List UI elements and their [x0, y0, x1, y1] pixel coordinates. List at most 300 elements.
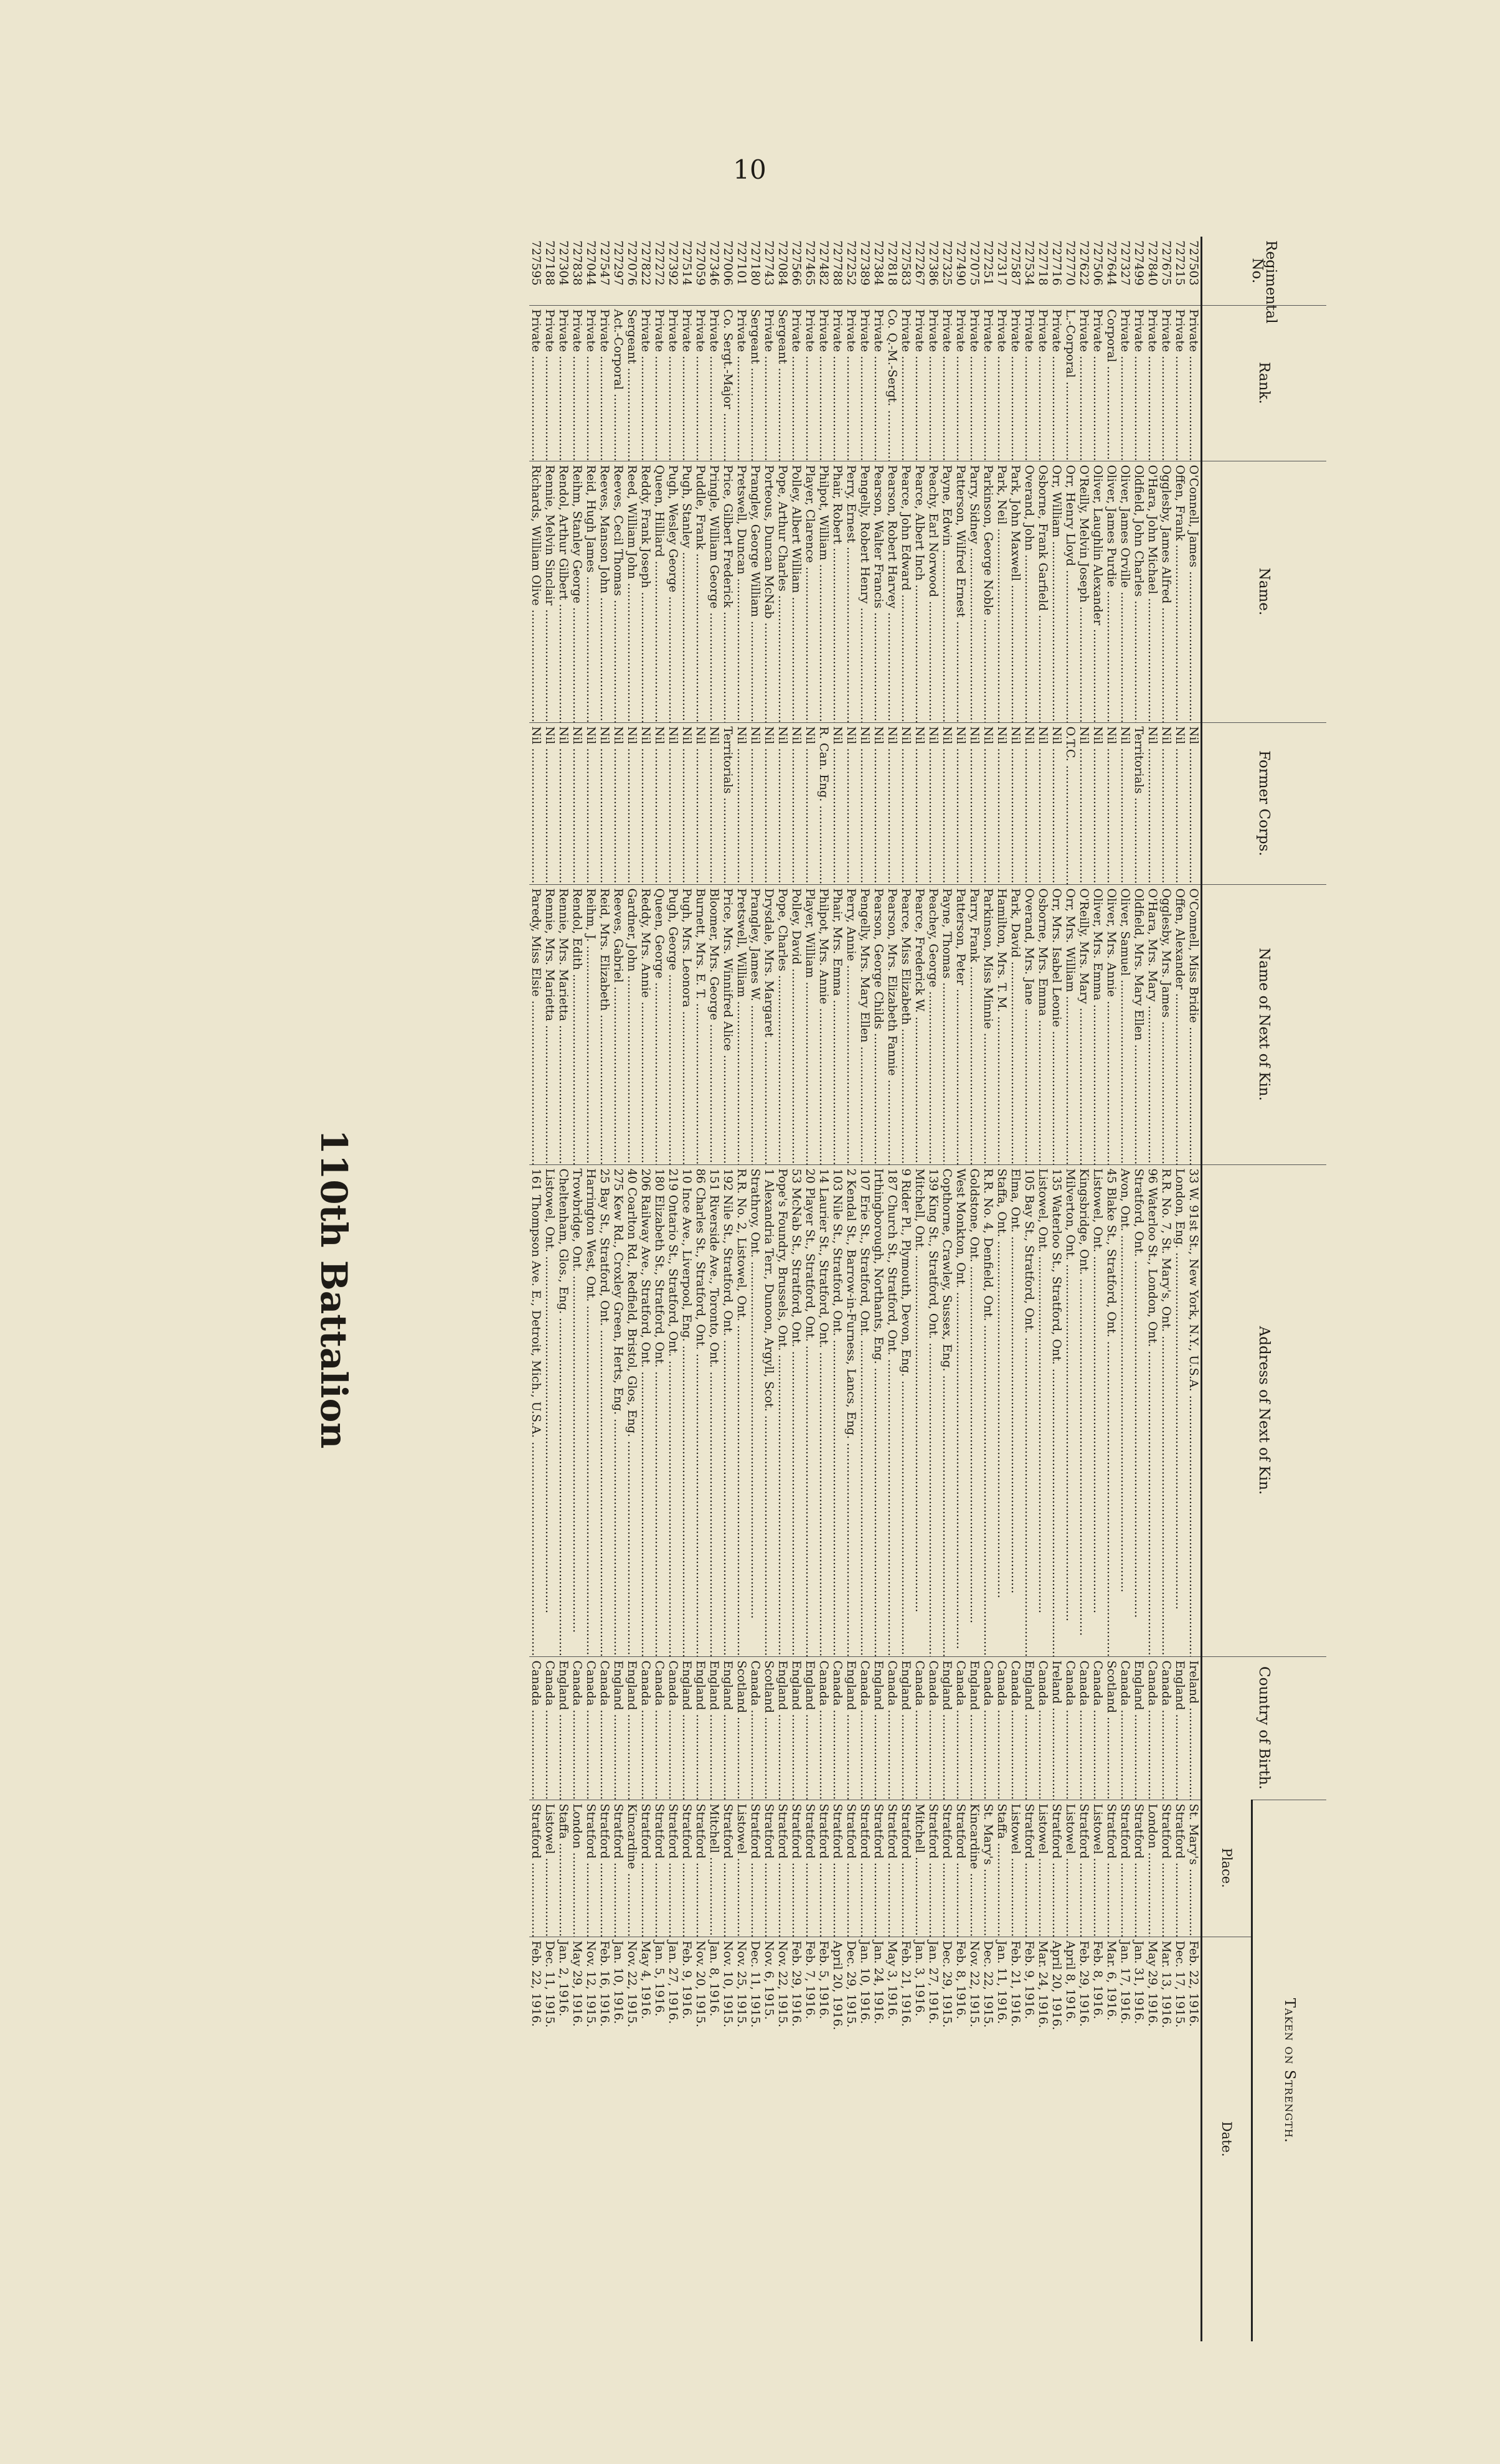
- cell-country: England .....: [694, 1656, 707, 1800]
- cell-name: Peachy, Earl Norwood .....: [927, 461, 940, 722]
- cell-place: Stratford .....: [858, 1800, 872, 1937]
- cell-regimental-no: 727392: [666, 240, 680, 286]
- cell-date: Nov. 6, 1915.: [762, 1937, 776, 2341]
- cell-next-of-kin: Pretswell, William .....: [735, 884, 748, 1164]
- cell-date: April 20, 1916.: [1050, 1937, 1064, 2341]
- cell-next-of-kin: Ogglesby, Mrs. James .....: [1159, 884, 1173, 1164]
- cell-rank: Private .....: [1118, 305, 1132, 461]
- cell-date: April 8, 1916.: [1064, 1937, 1077, 2341]
- cell-next-of-kin: Philpot, Mrs. Annie .....: [817, 884, 831, 1164]
- cell-rank: Private .....: [940, 305, 954, 461]
- cell-regimental-no: 727006: [721, 240, 735, 286]
- cell-rank: Private .....: [817, 305, 831, 461]
- cell-name: Pretswell, Duncan .....: [735, 461, 748, 722]
- cell-rank: Private .....: [968, 305, 981, 461]
- cell-name: Park, Neil .....: [995, 461, 1009, 722]
- cell-date: Mar. 13, 1916.: [1159, 1937, 1173, 2341]
- cell-place: Stratford .....: [927, 1800, 940, 1937]
- cell-next-of-kin: Park, David .....: [1009, 884, 1022, 1164]
- cell-rank: Private .....: [981, 305, 995, 461]
- cell-address: Listowel, Ont. .....: [1036, 1164, 1050, 1656]
- cell-next-of-kin: Pearson, George Childs .....: [872, 884, 885, 1164]
- cell-address: 161 Thompson Ave. E., Detroit, Mich., U.S.A. .....: [529, 1164, 543, 1656]
- table-row: [995, 237, 1009, 2341]
- table-row: [1064, 237, 1077, 2341]
- table-row: [927, 237, 940, 2341]
- cell-date: Nov. 20, 1915.: [694, 1937, 707, 2341]
- cell-address: Harrington West, Ont. .....: [584, 1164, 598, 1656]
- cell-address: 180 Elizabeth St., Stratford, Ont. .....: [653, 1164, 666, 1656]
- cell-rank: Private .....: [954, 305, 968, 461]
- cell-regimental-no: 727514: [680, 240, 694, 286]
- cell-place: Stratford .....: [1118, 1800, 1132, 1937]
- cell-next-of-kin: Pengelly, Mrs. Mary Ellen .....: [858, 884, 872, 1164]
- table-row: [858, 237, 872, 2341]
- cell-regimental-no: 727188: [543, 240, 557, 286]
- cell-next-of-kin: Oldfield, Mrs. Mary Ellen .....: [1132, 884, 1146, 1164]
- cell-next-of-kin: Pugh, George .....: [666, 884, 680, 1164]
- table-row: [653, 237, 666, 2341]
- cell-regimental-no: 727386: [927, 240, 940, 286]
- cell-former-corps: Nil .....: [529, 722, 543, 884]
- cell-place: Staffa .....: [995, 1800, 1009, 1937]
- cell-former-corps: Nil .....: [543, 722, 557, 884]
- cell-former-corps: Nil .....: [666, 722, 680, 884]
- cell-former-corps: Nil .....: [1022, 722, 1036, 884]
- cell-regimental-no: 727325: [940, 240, 954, 286]
- cell-date: Dec. 17, 1915.: [1173, 1937, 1187, 2341]
- cell-country: Canada .....: [927, 1656, 940, 1800]
- cell-regimental-no: 727327: [1118, 240, 1132, 286]
- cell-name: Queen, Hilliard .....: [653, 461, 666, 722]
- cell-name: Richards, William Olive .....: [529, 461, 543, 722]
- cell-rank: Private .....: [570, 305, 584, 461]
- cell-former-corps: O.T.C. .....: [1064, 722, 1077, 884]
- cell-name: Perry, Ernest .....: [844, 461, 858, 722]
- cell-place: Listowel .....: [1064, 1800, 1077, 1937]
- table-row: [1009, 237, 1022, 2341]
- cell-address: 139 King St., Stratford, Ont. .....: [927, 1164, 940, 1656]
- cell-place: Stratford .....: [1132, 1800, 1146, 1937]
- cell-address: 10 Ince Ave., Liverpool, Eng. .....: [680, 1164, 694, 1656]
- table-row: [968, 237, 981, 2341]
- cell-former-corps: Nil .....: [680, 722, 694, 884]
- cell-address: Copthorne, Crawley, Sussex, Eng. .....: [940, 1164, 954, 1656]
- cell-name: Pearson, Robert Harvey .....: [885, 461, 899, 722]
- cell-date: Nov. 22, 1915.: [625, 1937, 639, 2341]
- cell-place: Mitchell .....: [913, 1800, 927, 1937]
- cell-country: Canada .....: [598, 1656, 611, 1800]
- cell-place: Staffa .....: [557, 1800, 570, 1937]
- cell-place: Stratford .....: [598, 1800, 611, 1937]
- cell-former-corps: Nil .....: [858, 722, 872, 884]
- table-row: [817, 237, 831, 2341]
- table-row: [803, 237, 817, 2341]
- cell-next-of-kin: Prangley, James W. .....: [748, 884, 762, 1164]
- cell-country: Canada .....: [831, 1656, 844, 1800]
- cell-name: Pope, Arthur Charles .....: [776, 461, 790, 722]
- cell-regimental-no: 727595: [529, 240, 543, 286]
- cell-regimental-no: 727252: [844, 240, 858, 286]
- cell-rank: Private .....: [584, 305, 598, 461]
- cell-former-corps: Nil .....: [584, 722, 598, 884]
- cell-next-of-kin: Queen, George .....: [653, 884, 666, 1164]
- table-row: [844, 237, 858, 2341]
- cell-place: Stratford .....: [584, 1800, 598, 1937]
- cell-former-corps: Nil .....: [954, 722, 968, 884]
- cell-name: Pengelly, Robert Henry .....: [858, 461, 872, 722]
- table-row: [1105, 237, 1118, 2341]
- cell-regimental-no: 727180: [748, 240, 762, 286]
- header-next-of-kin: Name of Next of Kin.: [1202, 884, 1327, 1164]
- cell-next-of-kin: Reddy, Mrs. Annie .....: [639, 884, 653, 1164]
- cell-former-corps: Nil .....: [611, 722, 625, 884]
- cell-name: Pugh, Stanley .....: [680, 461, 694, 722]
- cell-rank: Private .....: [653, 305, 666, 461]
- cell-name: O'Connell, James .....: [1187, 461, 1202, 722]
- cell-former-corps: Nil .....: [790, 722, 803, 884]
- cell-place: Listowel .....: [1009, 1800, 1022, 1937]
- cell-date: Mar. 24, 1916.: [1036, 1937, 1050, 2341]
- cell-place: Stratford .....: [666, 1800, 680, 1937]
- cell-name: Payne, Edwin .....: [940, 461, 954, 722]
- cell-address: Kingsbridge, Ont. .....: [1077, 1164, 1091, 1656]
- cell-date: May 29, 1916.: [1146, 1937, 1159, 2341]
- cell-name: Oliver, James Orville .....: [1118, 461, 1132, 722]
- cell-date: Jan. 31, 1916.: [1132, 1937, 1146, 2341]
- cell-country: Canada .....: [913, 1656, 927, 1800]
- cell-country: England .....: [625, 1656, 639, 1800]
- header-place: Place.: [1202, 1800, 1252, 1937]
- cell-regimental-no: 727346: [707, 240, 721, 286]
- cell-date: Feb. 16, 1916.: [598, 1937, 611, 2341]
- cell-regimental-no: 727297: [611, 240, 625, 286]
- cell-address: 192 Nile St., Stratford, Ont. .....: [721, 1164, 735, 1656]
- cell-name: Overand, John .....: [1022, 461, 1036, 722]
- cell-address: Irthingborough, Northants, Eng. .....: [872, 1164, 885, 1656]
- cell-rank: Co. Q.-M.-Sergt. .....: [885, 305, 899, 461]
- cell-name: Park, John Maxwell .....: [1009, 461, 1022, 722]
- cell-next-of-kin: Oliver, Mrs. Emma .....: [1091, 884, 1105, 1164]
- cell-next-of-kin: Offen, Alexander .....: [1173, 884, 1187, 1164]
- cell-next-of-kin: Rennie, Mrs. Marietta .....: [557, 884, 570, 1164]
- cell-name: Polley, Albert William .....: [790, 461, 803, 722]
- cell-next-of-kin: Player, William .....: [803, 884, 817, 1164]
- cell-next-of-kin: Pugh, Mrs. Leonora .....: [680, 884, 694, 1164]
- roster-table: [529, 237, 1326, 2341]
- cell-regimental-no: 727743: [762, 240, 776, 286]
- cell-rank: Private .....: [831, 305, 844, 461]
- cell-country: Canada .....: [543, 1656, 557, 1800]
- cell-next-of-kin: Rendol, Edith .....: [570, 884, 584, 1164]
- cell-former-corps: R. Can. Eng. .....: [817, 722, 831, 884]
- cell-name: Reihm, Stanley George .....: [570, 461, 584, 722]
- cell-former-corps: Nil .....: [762, 722, 776, 884]
- cell-country: Canada .....: [1009, 1656, 1022, 1800]
- cell-former-corps: Nil .....: [776, 722, 790, 884]
- cell-name: Parry, Sidney .....: [968, 461, 981, 722]
- cell-name: Osborne, Frank Garfield .....: [1036, 461, 1050, 722]
- cell-next-of-kin: O'Connell, Miss Bridie .....: [1187, 884, 1202, 1164]
- cell-name: O'Reilly, Melvin Joseph .....: [1077, 461, 1091, 722]
- cell-next-of-kin: Pearson, Mrs. Elizabeth Fannie .....: [885, 884, 899, 1164]
- cell-name: Reeves, Cecil Thomas .....: [611, 461, 625, 722]
- cell-country: Canada .....: [584, 1656, 598, 1800]
- cell-former-corps: Nil .....: [598, 722, 611, 884]
- cell-regimental-no: 727084: [776, 240, 790, 286]
- table-row: [981, 237, 995, 2341]
- cell-former-corps: Nil .....: [1146, 722, 1159, 884]
- cell-date: Feb. 22, 1916.: [1187, 1937, 1202, 2341]
- cell-former-corps: Nil .....: [639, 722, 653, 884]
- cell-regimental-no: 727675: [1159, 240, 1173, 286]
- cell-former-corps: Nil .....: [557, 722, 570, 884]
- cell-rank: Private .....: [557, 305, 570, 461]
- cell-country: Canada .....: [885, 1656, 899, 1800]
- table-row: [1050, 237, 1064, 2341]
- cell-date: Dec. 11, 1915.: [748, 1937, 762, 2341]
- table-row: [735, 237, 748, 2341]
- cell-former-corps: Nil .....: [1105, 722, 1118, 884]
- header-former-corps: Former Corps.: [1202, 722, 1327, 884]
- cell-former-corps: Nil .....: [885, 722, 899, 884]
- header-name: Name.: [1202, 461, 1327, 722]
- table-row: [762, 237, 776, 2341]
- cell-former-corps: Nil .....: [872, 722, 885, 884]
- cell-former-corps: Nil .....: [803, 722, 817, 884]
- cell-country: Canada .....: [570, 1656, 584, 1800]
- table-row: [1187, 237, 1202, 2341]
- cell-regimental-no: 727465: [803, 240, 817, 286]
- cell-date: Feb. 22, 1916.: [529, 1937, 543, 2341]
- table-row: [748, 237, 762, 2341]
- cell-place: Stratford .....: [790, 1800, 803, 1937]
- cell-place: Listowel .....: [543, 1800, 557, 1937]
- cell-name: Reeves, Manson John .....: [598, 461, 611, 722]
- cell-next-of-kin: Oliver, Mrs. Annie .....: [1105, 884, 1118, 1164]
- table-row: [1091, 237, 1105, 2341]
- cell-regimental-no: 727272: [653, 240, 666, 286]
- cell-country: England .....: [940, 1656, 954, 1800]
- cell-former-corps: Nil .....: [1050, 722, 1064, 884]
- cell-next-of-kin: Parkinson, Miss Minnie .....: [981, 884, 995, 1164]
- cell-name: Oliver, Laughlin Alexander .....: [1091, 461, 1105, 722]
- cell-name: Pugh, Wesley George .....: [666, 461, 680, 722]
- cell-date: Feb. 8, 1916.: [1091, 1937, 1105, 2341]
- cell-address: 25 Bay St., Stratford, Ont. .....: [598, 1164, 611, 1656]
- table-row: [1132, 237, 1146, 2341]
- cell-address: Trowbridge, Ont. .....: [570, 1164, 584, 1656]
- cell-former-corps: Nil .....: [940, 722, 954, 884]
- cell-country: Canada .....: [1077, 1656, 1091, 1800]
- cell-address: London, Eng. .....: [1173, 1164, 1187, 1656]
- cell-date: Jan. 11, 1916.: [995, 1937, 1009, 2341]
- cell-address: 9 Rider Pl., Plymouth, Devon, Eng. .....: [899, 1164, 913, 1656]
- cell-place: Stratford .....: [940, 1800, 954, 1937]
- table-row: [625, 237, 639, 2341]
- cell-next-of-kin: Overand, Mrs. Jane .....: [1022, 884, 1036, 1164]
- cell-next-of-kin: Pearce, Miss Elizabeth .....: [899, 884, 913, 1164]
- cell-regimental-no: 727534: [1022, 240, 1036, 286]
- cell-former-corps: Nil .....: [570, 722, 584, 884]
- cell-next-of-kin: O'Hara, Mrs. Mary .....: [1146, 884, 1159, 1164]
- cell-place: Stratford .....: [748, 1800, 762, 1937]
- cell-rank: Private .....: [1132, 305, 1146, 461]
- cell-next-of-kin: Orr, Mrs. William .....: [1064, 884, 1077, 1164]
- cell-date: Jan. 3, 1916.: [913, 1937, 927, 2341]
- cell-address: Avon, Ont. .....: [1118, 1164, 1132, 1656]
- cell-former-corps: Nil .....: [1118, 722, 1132, 884]
- cell-date: Nov. 25, 1915.: [735, 1937, 748, 2341]
- table-row: [639, 237, 653, 2341]
- cell-next-of-kin: Oliver, Samuel .....: [1118, 884, 1132, 1164]
- cell-rank: Private .....: [666, 305, 680, 461]
- cell-country: Canada .....: [817, 1656, 831, 1800]
- cell-place: Stratford .....: [872, 1800, 885, 1937]
- cell-date: Feb. 8, 1916.: [954, 1937, 968, 2341]
- cell-address: Listowel, Ont. .....: [543, 1164, 557, 1656]
- table-row: [1022, 237, 1036, 2341]
- cell-next-of-kin: Payne, Thomas .....: [940, 884, 954, 1164]
- cell-rank: Private .....: [529, 305, 543, 461]
- cell-country: Scotland .....: [762, 1656, 776, 1800]
- cell-regimental-no: 727822: [639, 240, 653, 286]
- cell-former-corps: Nil .....: [1077, 722, 1091, 884]
- cell-country: Canada .....: [529, 1656, 543, 1800]
- table-row: [570, 237, 584, 2341]
- battalion-title: 110th Battalion: [313, 1129, 355, 1449]
- cell-regimental-no: 727059: [694, 240, 707, 286]
- cell-regimental-no: 727101: [735, 240, 748, 286]
- cell-country: Canada .....: [954, 1656, 968, 1800]
- table-row: [666, 237, 680, 2341]
- cell-place: Kincardine .....: [625, 1800, 639, 1937]
- cell-address: 187 Church St., Stratford, Ont. .....: [885, 1164, 899, 1656]
- cell-address: R.R. No. 7, St. Mary's, Ont. .....: [1159, 1164, 1173, 1656]
- table-row: [529, 237, 543, 2341]
- cell-next-of-kin: Reid, Mrs. Elizabeth .....: [598, 884, 611, 1164]
- roster-body: [529, 237, 1202, 2341]
- cell-former-corps: Nil .....: [694, 722, 707, 884]
- cell-place: Stratford .....: [1022, 1800, 1036, 1937]
- cell-address: 33 W. 91st St., New York, N.Y., U.S.A. .....: [1187, 1164, 1202, 1656]
- cell-name: Pearce, John Edward .....: [899, 461, 913, 722]
- table-row: [680, 237, 694, 2341]
- cell-former-corps: Nil .....: [1036, 722, 1050, 884]
- cell-regimental-no: 727818: [885, 240, 899, 286]
- cell-rank: Private .....: [1077, 305, 1091, 461]
- table-row: [899, 237, 913, 2341]
- cell-regimental-no: 727215: [1173, 240, 1187, 286]
- cell-date: Feb. 5, 1916.: [817, 1937, 831, 2341]
- cell-date: Jan. 10, 1916.: [611, 1937, 625, 2341]
- cell-place: Stratford .....: [1050, 1800, 1064, 1937]
- cell-next-of-kin: Pope, Charles .....: [776, 884, 790, 1164]
- table-row: [913, 237, 927, 2341]
- cell-place: Stratford .....: [762, 1800, 776, 1937]
- cell-next-of-kin: Pearce, Frederick W. .....: [913, 884, 927, 1164]
- cell-date: Jan. 17, 1916.: [1118, 1937, 1132, 2341]
- cell-place: Stratford .....: [529, 1800, 543, 1937]
- cell-rank: Private .....: [735, 305, 748, 461]
- cell-country: Ireland .....: [1187, 1656, 1202, 1800]
- table-row: [1159, 237, 1173, 2341]
- cell-place: London .....: [1146, 1800, 1159, 1937]
- cell-former-corps: Nil .....: [1173, 722, 1187, 884]
- cell-rank: Sergeant .....: [776, 305, 790, 461]
- cell-date: Feb. 21, 1916.: [1009, 1937, 1022, 2341]
- cell-former-corps: Nil .....: [844, 722, 858, 884]
- table-row: [611, 237, 625, 2341]
- cell-date: Mar. 6, 1916.: [1105, 1937, 1118, 2341]
- table-row: [1173, 237, 1187, 2341]
- cell-country: Canada .....: [1036, 1656, 1050, 1800]
- table-row: [872, 237, 885, 2341]
- cell-place: Stratford .....: [803, 1800, 817, 1937]
- cell-place: Stratford .....: [694, 1800, 707, 1937]
- cell-rank: Private .....: [639, 305, 653, 461]
- cell-rank: Private .....: [790, 305, 803, 461]
- cell-rank: Private .....: [694, 305, 707, 461]
- cell-date: Nov. 22, 1915.: [776, 1937, 790, 2341]
- cell-rank: Private .....: [1159, 305, 1173, 461]
- cell-next-of-kin: Burnett, Mrs. E. T. .....: [694, 884, 707, 1164]
- cell-next-of-kin: Phair, Mrs. Emma .....: [831, 884, 844, 1164]
- table-row: [954, 237, 968, 2341]
- cell-regimental-no: 727251: [981, 240, 995, 286]
- cell-date: Dec. 22, 1915.: [981, 1937, 995, 2341]
- cell-country: Canada .....: [1146, 1656, 1159, 1800]
- cell-next-of-kin: Perry, Annie .....: [844, 884, 858, 1164]
- cell-regimental-no: 727716: [1050, 240, 1064, 286]
- cell-country: Canada .....: [981, 1656, 995, 1800]
- cell-country: Canada .....: [666, 1656, 680, 1800]
- cell-former-corps: Nil .....: [1159, 722, 1173, 884]
- cell-place: Stratford .....: [1159, 1800, 1173, 1937]
- cell-name: Pearson, Walter Francis .....: [872, 461, 885, 722]
- cell-rank: Private .....: [680, 305, 694, 461]
- cell-date: Jan. 2, 1916.: [557, 1937, 570, 2341]
- cell-regimental-no: 727583: [899, 240, 913, 286]
- cell-place: Stratford .....: [899, 1800, 913, 1937]
- cell-name: Player, Clarence .....: [803, 461, 817, 722]
- cell-country: England .....: [1173, 1656, 1187, 1800]
- cell-rank: Private .....: [1173, 305, 1187, 461]
- cell-place: Stratford .....: [1077, 1800, 1091, 1937]
- cell-next-of-kin: Parry, Frank .....: [968, 884, 981, 1164]
- cell-country: England .....: [611, 1656, 625, 1800]
- cell-former-corps: Nil .....: [735, 722, 748, 884]
- cell-former-corps: Nil .....: [625, 722, 639, 884]
- cell-address: 53 McNab St., Stratford, Ont. .....: [790, 1164, 803, 1656]
- cell-date: May 4, 1916.: [639, 1937, 653, 2341]
- cell-rank: Sergeant .....: [625, 305, 639, 461]
- cell-address: 96 Waterloo St., London, Ont. .....: [1146, 1164, 1159, 1656]
- cell-rank: Private .....: [995, 305, 1009, 461]
- cell-date: Feb. 7, 1916.: [803, 1937, 817, 2341]
- cell-regimental-no: 727547: [598, 240, 611, 286]
- cell-name: Ogglesby, James Alfred .....: [1159, 461, 1173, 722]
- header-regimental-no: Regimental No.: [1202, 237, 1327, 305]
- header-address: Address of Next of Kin.: [1202, 1164, 1327, 1656]
- cell-former-corps: Nil .....: [1091, 722, 1105, 884]
- cell-address: Strathroy, Ont. .....: [748, 1164, 762, 1656]
- cell-address: 275 Kew Rd., Croxley Green, Herts, Eng. .....: [611, 1164, 625, 1656]
- cell-address: Elma, Ont. .....: [1009, 1164, 1022, 1656]
- cell-date: Dec. 29, 1915.: [940, 1937, 954, 2341]
- table-row: [831, 237, 844, 2341]
- cell-address: 14 Laurier St., Stratford, Ont. .....: [817, 1164, 831, 1656]
